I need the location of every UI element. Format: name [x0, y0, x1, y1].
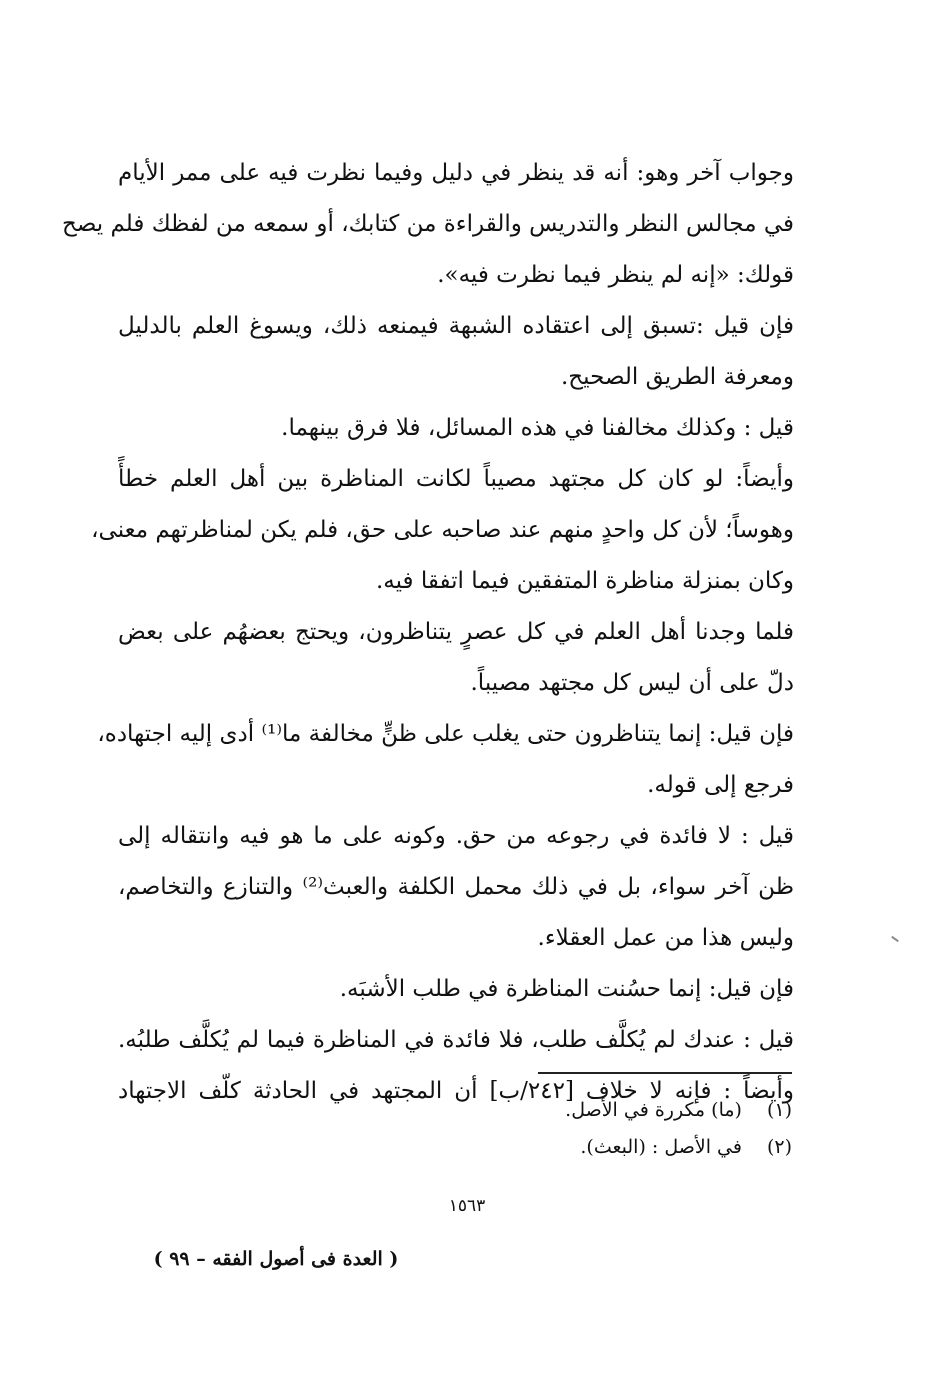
text-line: فإن قيل: إنما يتناظرون حتى يغلب على ظنٍّ مخالفة ما⁽¹⁾ أدى إليه اجتهاده،: [97, 721, 794, 747]
text-line: قيل : لا فائدة في رجوعه من حق. وكونه على ما هو فيه وانتقاله إلى: [118, 823, 794, 849]
text-line: في مجالس النظر والتدريس والقراءة من كتابك، أو سمعه من لفظك فلم يصح: [62, 211, 794, 237]
footnote-text: (ما) مكررة في الأصل.: [565, 1099, 742, 1121]
text-line: قولك: «إنه لم ينظر فيما نظرت فيه».: [437, 262, 794, 288]
footnote-number: (٢): [766, 1136, 792, 1158]
footnote-divider: [538, 1072, 792, 1074]
text-line: فرجع إلى قوله.: [647, 772, 794, 798]
scan-mark: [891, 936, 899, 942]
running-footer: ( العدة فى أصول الفقه – ٩٩ ): [153, 1248, 399, 1270]
text-line: وأيضاً: لو كان كل مجتهد مصيباً لكانت المناظرة بين أهل العلم خطأً: [118, 466, 794, 492]
footnote-number: (١): [766, 1099, 792, 1121]
text-line: وكان بمنزلة مناظرة المتفقين فيما اتفقا فيه.: [375, 568, 794, 594]
footnote-item: [420, 1092, 792, 1129]
footnote-text: في الأصل : (البعث).: [580, 1136, 742, 1158]
text-line: وهوساً؛ لأن كل واحدٍ منهم عند صاحبه على حق، فلم يكن لمناظرتهم معنى،: [91, 517, 794, 543]
text-line: وجواب آخر وهو: أنه قد ينظر في دليل وفيما نظرت فيه على ممر الأيام: [118, 160, 794, 186]
text-line: فإن قيل: إنما حسُنت المناظرة في طلب الأشبَه.: [339, 976, 794, 1002]
text-line: ومعرفة الطريق الصحيح.: [561, 364, 794, 390]
text-line: وأيضاً : فإنه لا خلاف [٢٤٢/ب] أن المجتهد في الحادثة كلّف الاجتهاد: [118, 1078, 794, 1104]
footnote-item: [420, 1129, 792, 1166]
text-line: قيل : عندك لم يُكلَّف طلب، فلا فائدة في المناظرة فيما لم يُكلَّف طلبُه.: [118, 1027, 794, 1053]
text-line: وليس هذا من عمل العقلاء.: [537, 925, 794, 951]
text-line: فإن قيل :تسبق إلى اعتقاده الشبهة فيمنعه ذلك، ويسوغ العلم بالدليل: [118, 313, 794, 339]
text-line: فلما وجدنا أهل العلم في كل عصرٍ يتناظرون، ويحتج بعضهُم على بعض: [118, 619, 794, 645]
footnotes: [420, 1092, 792, 1166]
text-line: ظن آخر سواء، بل في ذلك محمل الكلفة والعبث⁽²⁾ والتنازع والتخاصم،: [118, 874, 794, 900]
main-text: [62, 148, 794, 1117]
page-number: ١٥٦٣: [448, 1196, 486, 1216]
text-line: قيل : وكذلك مخالفنا في هذه المسائل، فلا فرق بينهما.: [281, 415, 794, 441]
text-line: دلّ على أن ليس كل مجتهد مصيباً.: [470, 670, 794, 696]
